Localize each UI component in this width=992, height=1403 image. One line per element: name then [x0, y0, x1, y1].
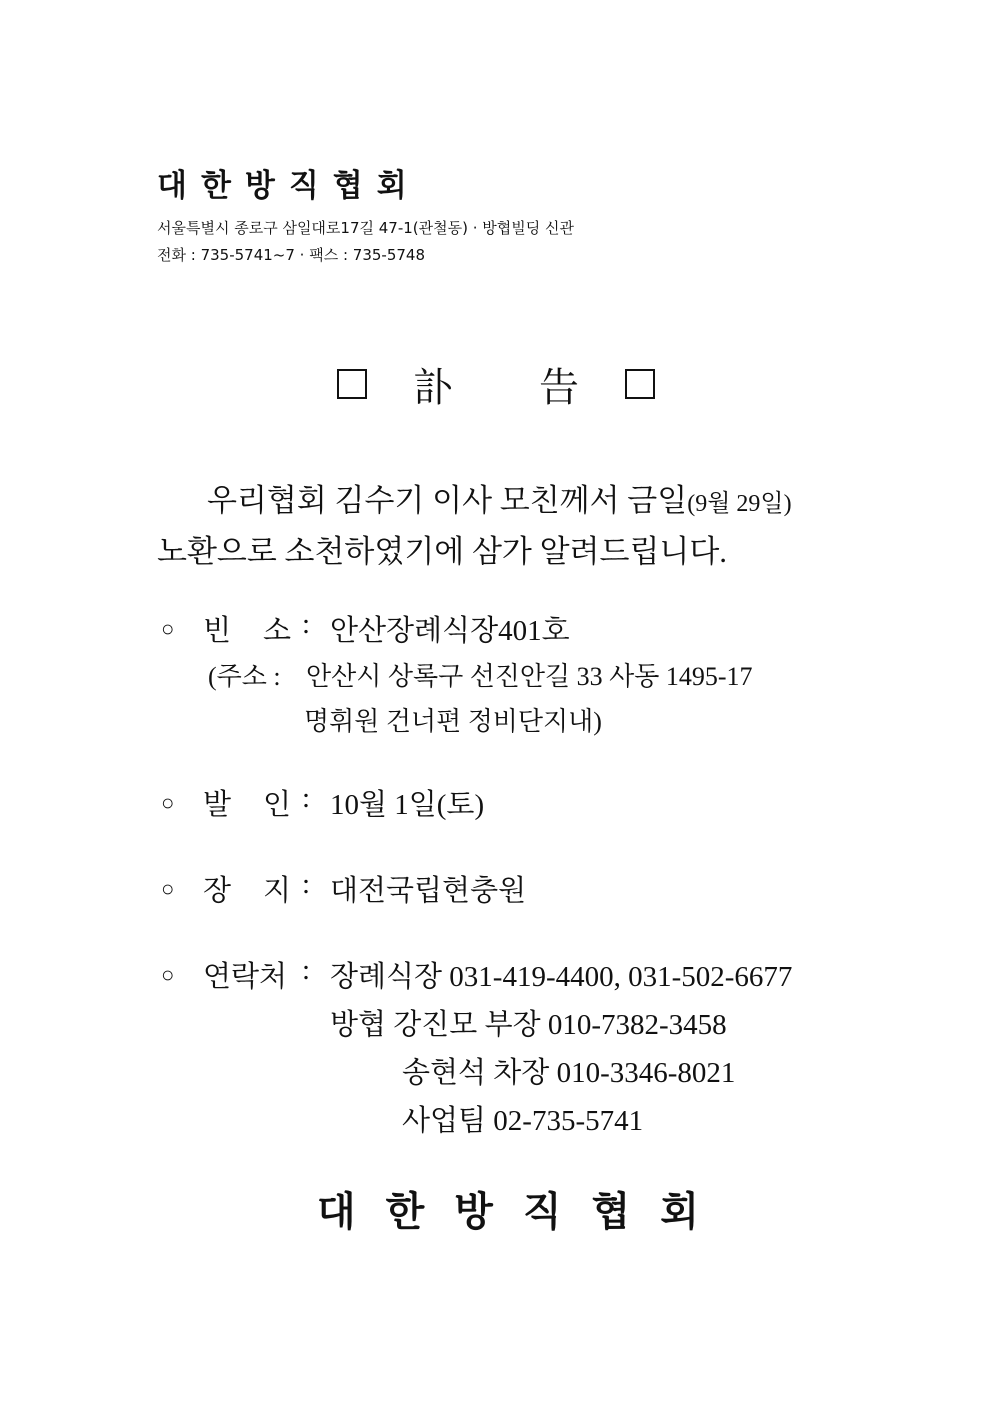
org-address: 서울특별시 종로구 삼일대로17길 47-1(관철동) · 방협빌딩 신관 [157, 219, 574, 237]
contact-line-1: 장례식장 031-419-4400, 031-502-6677 [330, 961, 793, 993]
balin-label-2: 인 [263, 789, 292, 821]
contact-line-4: 사업팀 02-735-5741 [402, 1105, 644, 1137]
contact-colon: : [302, 954, 311, 986]
bullet-icon: ○ [161, 876, 175, 901]
binso-label-2: 소 [263, 615, 292, 647]
notice-line-1-date: (9월 29일) [687, 491, 792, 517]
contact-line-2: 방협 강진모 부장 010-7382-3458 [330, 1009, 727, 1041]
binso-value [330, 608, 570, 649]
jangji-label-1: 장 [203, 875, 232, 907]
balin-colon: : [302, 782, 311, 814]
notice-line-2: 노환으로 소천하였기에 삼가 알려드립니다. [157, 534, 728, 569]
org-name-header: 대한방직협회 [157, 168, 421, 204]
balin-label-1: 발 [203, 789, 232, 821]
square-right-icon [625, 369, 655, 399]
jangji-colon: : [302, 868, 311, 900]
page-title [0, 358, 992, 410]
binso-colon: : [302, 608, 311, 640]
binso-address-label: (주소 : [208, 662, 281, 691]
contact-line-3: 송현석 차장 010-3346-8021 [402, 1057, 736, 1089]
org-name-footer: 대한방직협회 [317, 1189, 729, 1234]
notice-line-1-main: 우리협회 김수기 이사 모친께서 금일 [207, 483, 688, 518]
notice-line-1 [207, 475, 792, 520]
balin-value: 10월 1일(토) [330, 789, 485, 821]
contact-label: 연락처 [203, 961, 288, 993]
jangji-label-2: 지 [263, 875, 292, 907]
binso-value-name: 안산장례식장 [330, 615, 499, 647]
bullet-icon: ○ [161, 616, 175, 641]
org-phone: 전화 : 735-5741~7 · 팩스 : 735-5748 [157, 246, 425, 264]
binso-label-1: 빈 [203, 615, 232, 647]
binso-address-line-2: 명휘원 건너편 정비단지내) [304, 707, 602, 736]
jangji-value: 대전국립현충원 [330, 875, 527, 907]
title-char-bu: 訃 [413, 364, 453, 410]
square-left-icon [337, 369, 367, 399]
binso-value-room: 401호 [498, 615, 570, 647]
binso-address-line-1: 안산시 상록구 선진안길 33 사동 1495-17 [306, 662, 753, 691]
title-char-go: 告 [539, 364, 579, 410]
bullet-icon: ○ [161, 962, 175, 987]
bullet-icon: ○ [161, 790, 175, 815]
